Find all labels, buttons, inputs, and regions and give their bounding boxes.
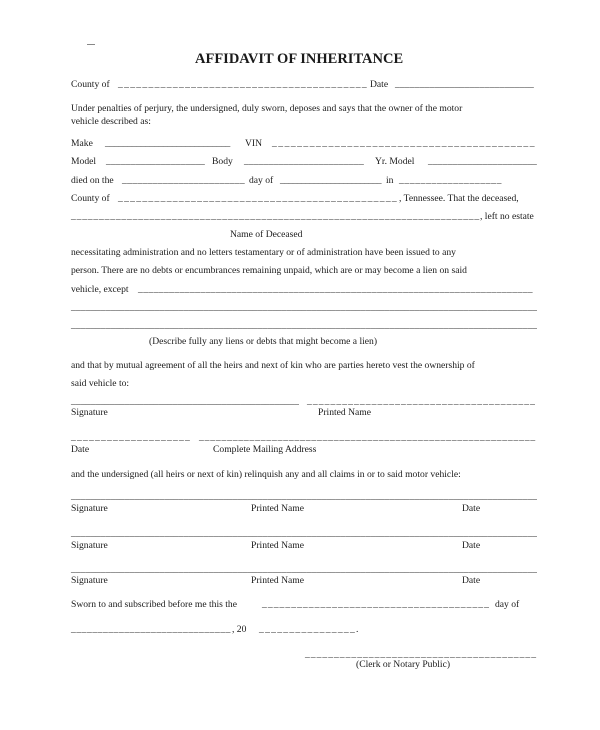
sworn-month-field[interactable]: ______________________________ — [71, 624, 231, 635]
agreement-line-2: said vehicle to: — [71, 378, 130, 389]
relinquish-text: and the undersigned (all heirs or next of kin) relinquish any and all claims in or to said motor vehicle: — [71, 469, 461, 480]
date-field[interactable]: ____________________________ — [395, 79, 534, 90]
heir-date-line[interactable]: ____________________ — [71, 432, 191, 443]
heir-signature-line[interactable]: _______________________________________________ — [71, 396, 299, 407]
county2-label: County of — [71, 193, 110, 204]
signature-label-3: Signature — [71, 540, 108, 551]
printed-name-label-4: Printed Name — [251, 575, 305, 586]
mailing-address-label: Complete Mailing Address — [213, 444, 317, 455]
signature-label-2: Signature — [71, 503, 108, 514]
vin-field[interactable]: __________________________________________ — [272, 138, 536, 149]
necessitating-line-2: person. There are no debts or encumbrances remaining unpaid, which are or may become a lien on said — [71, 265, 467, 276]
tennessee-text: , Tennessee. That the deceased, — [399, 193, 519, 204]
body-label: Body — [212, 156, 233, 167]
printed-name-label-1: Printed Name — [318, 407, 372, 418]
day-of-label: day of — [249, 175, 274, 186]
died-label: died on the — [71, 175, 114, 186]
liens-line-1[interactable]: _______________________________________________________________________________________________ — [71, 302, 537, 313]
county-field[interactable]: _________________________________________ — [118, 79, 368, 90]
document-title: AFFIDAVIT OF INHERITANCE — [195, 51, 404, 67]
sworn-text: Sworn to and subscribed before me this the — [71, 599, 237, 610]
printed-name-label-2: Printed Name — [251, 503, 305, 514]
mailing-address-line[interactable]: ____________________________________________________________ — [199, 432, 536, 443]
necessitating-line-1: necessitating administration and no letters testamentary or of administration have been issued to any — [71, 247, 456, 258]
relinquish-sign-line-1[interactable]: _______________________________________________________________________________________________ — [71, 491, 537, 502]
printed-name-label-3: Printed Name — [251, 540, 305, 551]
model-field[interactable]: ____________________ — [106, 156, 205, 167]
notary-signature-line[interactable]: ________________________________________ — [305, 649, 537, 660]
sworn-day-of-label: day of — [495, 599, 520, 610]
liens-line-2[interactable]: _______________________________________________________________________________________________ — [71, 320, 537, 331]
died-place-field[interactable]: ___________________ — [399, 175, 502, 186]
yr-model-label: Yr. Model — [375, 156, 415, 167]
date-label-3: Date — [462, 540, 481, 551]
deceased-name-field[interactable]: _________________________________________________________________________ — [71, 211, 480, 222]
liens-caption: (Describe fully any liens or debts that might become a lien) — [149, 336, 378, 347]
relinquish-sign-line-3[interactable]: _______________________________________________________________________________________________ — [71, 564, 537, 575]
notary-caption: (Clerk or Notary Public) — [356, 659, 451, 670]
county2-field[interactable]: ______________________________________________ — [118, 193, 398, 204]
year-prefix: , 20 — [232, 624, 247, 635]
left-no-estate-text: , left no estate — [480, 211, 534, 222]
corner-mark — [87, 44, 95, 45]
signature-label-4: Signature — [71, 575, 108, 586]
in-label: in — [386, 175, 394, 186]
deceased-caption: Name of Deceased — [230, 229, 303, 240]
make-field[interactable]: ____________________________ — [105, 138, 231, 149]
county-label: County of — [71, 79, 110, 90]
model-label: Model — [71, 156, 97, 167]
sworn-day-field[interactable]: _______________________________________ — [262, 599, 490, 610]
date-label: Date — [370, 79, 389, 90]
sworn-year-field[interactable]: ________________ — [259, 624, 356, 635]
intro-line-1: Under penalties of perjury, the undersigned, duly sworn, deposes and says that the owner of the motor — [71, 103, 463, 114]
date-label-1: Date — [71, 444, 90, 455]
relinquish-sign-line-2[interactable]: _______________________________________________________________________________________________ — [71, 528, 537, 539]
yr-model-field[interactable]: ______________________ — [428, 156, 537, 167]
except-field[interactable]: ____________________________________________________________________________ — [138, 284, 533, 295]
date-label-4: Date — [462, 575, 481, 586]
vin-label: VIN — [245, 138, 263, 149]
body-field[interactable]: ________________________ — [244, 156, 364, 167]
make-label: Make — [71, 138, 93, 149]
died-day-field[interactable]: ________________________ — [122, 175, 245, 186]
heir-printed-name-line[interactable]: _______________________________________ — [307, 396, 536, 407]
intro-line-2: vehicle described as: — [71, 116, 151, 127]
date-label-2: Date — [462, 503, 481, 514]
year-period: . — [356, 624, 359, 635]
agreement-line-1: and that by mutual agreement of all the heirs and next of kin who are parties hereto vest the ownership of — [71, 360, 475, 371]
signature-label-1: Signature — [71, 407, 108, 418]
died-month-field[interactable]: ________________________ — [280, 175, 382, 186]
except-label: vehicle, except — [71, 284, 129, 295]
